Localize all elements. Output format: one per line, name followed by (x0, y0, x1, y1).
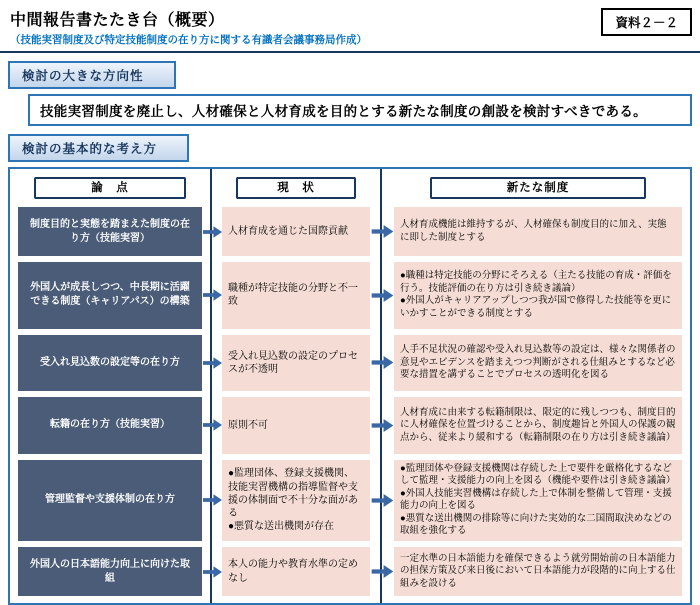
col-header-current: 現 状 (236, 177, 356, 200)
arrow-right-icon (202, 207, 222, 256)
section-approach-heading: 検討の基本的な考え方 (8, 134, 189, 162)
topic-cell: 転籍の在り方（技能実習） (18, 397, 202, 454)
comparison-table (8, 167, 692, 605)
col-header-current-wrap (222, 175, 370, 201)
page-subtitle: （技能実習制度及び特定技能制度の在り方に関する有識者会議事務局作成） (10, 34, 367, 46)
current-cell: 原則不可 (222, 397, 370, 454)
arrow-right-icon (202, 262, 222, 328)
current-cell: ●監理団体、登録支援機関、技能実習機構の指導監督や支援の体制面で不十分な面がある ●悪質な送出機関が存在 (222, 460, 370, 541)
arrow-right-icon (370, 460, 394, 541)
new-cell: 人材育成に由来する転籍制限は、限定的に残しつつも、制度目的に人材確保を位置づけることから、制度趣旨と外国人の保護の観点から、従来より緩和する（転籍制限の在り方は引き続き議論） (394, 397, 682, 454)
spacer (370, 175, 394, 201)
arrow-right-icon (370, 207, 394, 256)
new-cell: ●監理団体や登録支援機関は存続した上で要件を厳格化するなどして監理・支援能力の向上を図る（機能や要件は引き続き議論） ●外国人技能実習機構は存続した上で体制を整備して管理・支援能力の向上を図る ●悪質な送出機関の排除等に向けた実効的な二国間取決めなどの取組を強化する (394, 460, 682, 541)
document-header (0, 0, 700, 53)
topic-cell: 受入れ見込数の設定等の在り方 (18, 335, 202, 392)
arrow-right-icon (202, 460, 222, 541)
arrow-right-icon (370, 397, 394, 454)
new-cell: 人手不足状況の確認や受入れ見込数等の設定は、様々な関係者の意見やエビデンスを踏まえつつ判断がされる仕組みとするなど必要な措置を講ずることでプロセスの透明化を図る (394, 335, 682, 392)
header-left (10, 7, 367, 47)
topic-cell: 制度目的と実態を踏まえた制度の在り方（技能実習） (18, 207, 202, 256)
arrow-right-icon (202, 397, 222, 454)
arrow-right-icon (370, 262, 394, 328)
new-cell: 人材育成機能は維持するが、人材確保も制度目的に加え、実態に即した制度とする (394, 207, 682, 256)
col-header-new: 新たな制度 (430, 177, 646, 200)
col-header-topic: 論 点 (34, 177, 186, 200)
comparison-grid (18, 175, 682, 596)
doc-number-badge: 資料２－２ (601, 8, 692, 36)
topic-cell: 外国人の日本語能力向上に向けた取組 (18, 547, 202, 596)
arrow-right-icon (370, 547, 394, 596)
direction-statement: 技能実習制度を廃止し、人材確保と人材育成を目的とする新たな制度の創設を検討すべきである。 (28, 94, 692, 126)
new-cell: 一定水準の日本語能力を確保できるよう就労開始前の日本語能力の担保方策及び来日後において日本語能力が段階的に向上する仕組みを設ける (394, 547, 682, 596)
arrow-right-icon (202, 547, 222, 596)
new-cell: ●職種は特定技能の分野にそろえる（主たる技能の育成・評価を行う。技能評価の在り方は引き続き議論） ●外国人がキャリアアップしつつ我が国で修得した技能等を更にいかすことができる制度とする (394, 262, 682, 328)
page-title: 中間報告書たたき台（概要） (10, 12, 225, 29)
section-direction-heading: 検討の大きな方向性 (8, 61, 176, 89)
topic-cell: 管理監督や支援体制の在り方 (18, 460, 202, 541)
arrow-right-icon (370, 335, 394, 392)
current-cell: 受入れ見込数の設定のプロセスが不透明 (222, 335, 370, 392)
arrow-right-icon (202, 335, 222, 392)
col-header-new-wrap (394, 175, 682, 201)
current-cell: 職種が特定技能の分野と不一致 (222, 262, 370, 328)
current-cell: 人材育成を通じた国際貢献 (222, 207, 370, 256)
topic-cell: 外国人が成長しつつ、中長期に活躍できる制度（キャリアパス）の構築 (18, 262, 202, 328)
col-header-topic-wrap (18, 175, 202, 201)
spacer (202, 175, 222, 201)
current-cell: 本人の能力や教育水準の定めなし (222, 547, 370, 596)
